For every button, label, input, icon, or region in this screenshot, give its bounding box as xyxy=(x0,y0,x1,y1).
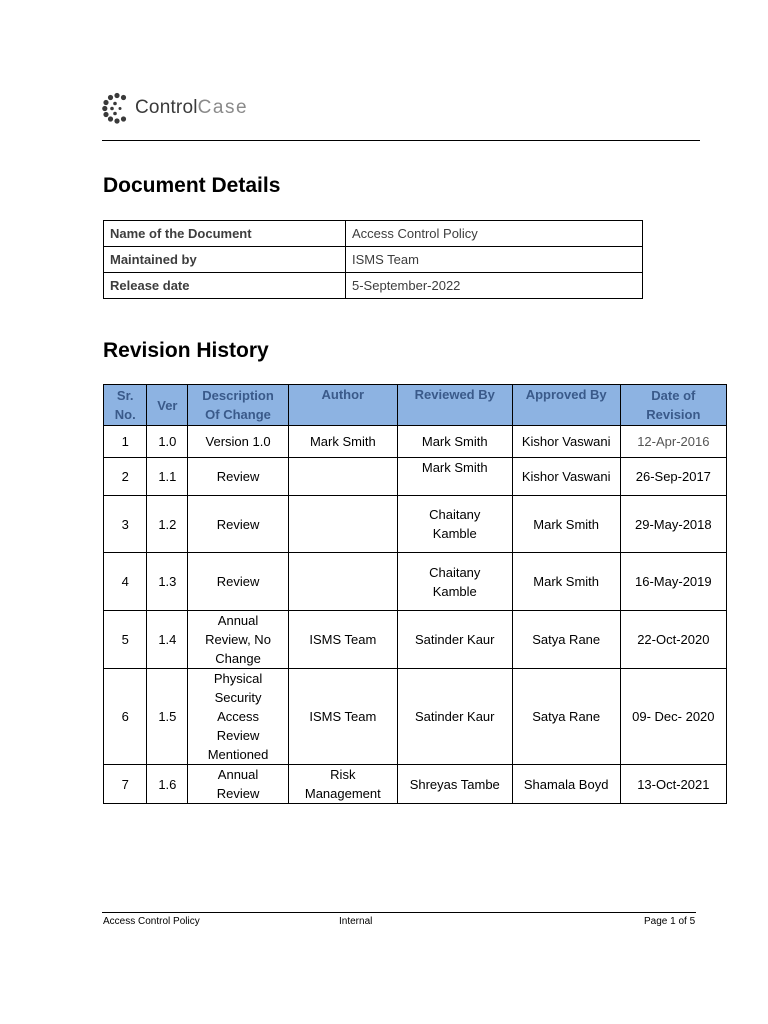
col-header-sr-no xyxy=(104,385,147,426)
cell-approved-by xyxy=(512,553,620,611)
cell-reviewed-by-line: Mark Smith xyxy=(421,460,488,475)
cell-reviewed-by-line: Chaitany xyxy=(429,507,481,522)
cell-description-line: Annual xyxy=(217,767,259,782)
cell-sr-no: 2 xyxy=(104,458,147,496)
cell-description-line: Review, No xyxy=(205,632,271,647)
cell-description xyxy=(188,669,289,765)
cell-description xyxy=(188,553,289,611)
col-header-date-line-1: Date of xyxy=(651,388,696,403)
header-divider xyxy=(102,140,700,141)
detail-value: Access Control Policy xyxy=(346,221,643,247)
table-row xyxy=(104,496,727,553)
document-details-row xyxy=(104,273,643,299)
detail-label: Maintained by xyxy=(104,247,346,273)
cell-sr-no: 5 xyxy=(104,611,147,669)
controlcase-logo-wordmark xyxy=(135,97,248,119)
cell-description xyxy=(188,426,289,458)
detail-value: 5-September-2022 xyxy=(346,273,643,299)
cell-approved-by-line: Kishor Vaswani xyxy=(521,469,611,484)
cell-description-line: Review xyxy=(216,728,260,743)
cell-description-line: Access xyxy=(217,709,259,724)
cell-author xyxy=(288,496,397,553)
detail-label: Name of the Document xyxy=(104,221,346,247)
col-header-desc-line-2: Of Change xyxy=(205,407,271,422)
cell-author-line: ISMS Team xyxy=(309,632,377,647)
cell-date-of-revision: 13-Oct-2021 xyxy=(620,765,726,804)
revision-history-body xyxy=(104,426,727,804)
document-details-heading: Document Details xyxy=(103,174,281,197)
col-header-sr-line-1: Sr. xyxy=(116,388,134,403)
controlcase-logo-icon xyxy=(102,92,132,124)
cell-date-of-revision: 26-Sep-2017 xyxy=(620,458,726,496)
document-details-row xyxy=(104,247,643,273)
cell-approved-by-line: Satya Rane xyxy=(532,632,601,647)
cell-approved-by xyxy=(512,611,620,669)
cell-version: 1.4 xyxy=(147,611,188,669)
revision-header-row xyxy=(104,385,727,426)
logo-word-control: Control xyxy=(135,97,198,118)
cell-reviewed-by xyxy=(397,496,512,553)
cell-sr-no: 7 xyxy=(104,765,147,804)
cell-reviewed-by xyxy=(397,669,512,765)
table-row xyxy=(104,669,727,765)
table-row xyxy=(104,765,727,804)
cell-approved-by xyxy=(512,669,620,765)
cell-reviewed-by-line: Kamble xyxy=(432,526,477,541)
cell-approved-by xyxy=(512,458,620,496)
cell-sr-no: 6 xyxy=(104,669,147,765)
col-header-sr-line-2: No. xyxy=(114,407,136,422)
footer-page-number: Page 1 of 5 xyxy=(644,916,696,927)
cell-description-line: Review xyxy=(216,516,260,532)
cell-date-of-revision: 29-May-2018 xyxy=(620,496,726,553)
cell-version: 1.2 xyxy=(147,496,188,553)
cell-reviewed-by-line: Satinder Kaur xyxy=(415,709,495,724)
cell-version: 1.6 xyxy=(147,765,188,804)
cell-author-line: ISMS Team xyxy=(309,709,377,724)
cell-date-of-revision: 09- Dec- 2020 xyxy=(620,669,726,765)
cell-version: 1.0 xyxy=(147,426,188,458)
cell-description-line: Physical xyxy=(213,671,263,686)
cell-reviewed-by xyxy=(397,611,512,669)
table-row xyxy=(104,611,727,669)
cell-description xyxy=(188,765,289,804)
cell-description-line: Security xyxy=(214,690,262,705)
cell-description-line: Version 1.0 xyxy=(205,434,271,449)
cell-reviewed-by-line: Mark Smith xyxy=(421,434,488,449)
cell-sr-no: 4 xyxy=(104,553,147,611)
logo-word-case: Case xyxy=(197,97,249,118)
col-header-ver: Ver xyxy=(147,385,188,426)
cell-description-line: Mentioned xyxy=(207,747,269,762)
document-details-row xyxy=(104,221,643,247)
col-header-author: Author xyxy=(288,385,397,426)
cell-author xyxy=(288,765,397,804)
cell-description xyxy=(188,496,289,553)
cell-author xyxy=(288,458,397,496)
cell-approved-by xyxy=(512,765,620,804)
cell-approved-by xyxy=(512,496,620,553)
cell-description xyxy=(188,611,289,669)
document-details-table xyxy=(103,220,643,299)
table-row xyxy=(104,426,727,458)
controlcase-logo xyxy=(102,92,248,124)
cell-approved-by-line: Mark Smith xyxy=(533,516,600,532)
cell-author-line: Mark Smith xyxy=(309,434,376,449)
cell-author-line: Management xyxy=(304,786,381,801)
detail-value: ISMS Team xyxy=(346,247,643,273)
cell-reviewed-by-line: Satinder Kaur xyxy=(415,632,495,647)
cell-reviewed-by-line: Kamble xyxy=(432,583,477,599)
cell-version: 1.1 xyxy=(147,458,188,496)
col-header-desc-line-1: Description xyxy=(202,388,274,403)
footer-classification: Internal xyxy=(339,916,373,927)
cell-author xyxy=(288,426,397,458)
revision-history-table xyxy=(103,384,727,804)
col-header-reviewed-by: Reviewed By xyxy=(397,385,512,426)
cell-reviewed-by xyxy=(397,553,512,611)
table-row xyxy=(104,553,727,611)
cell-reviewed-by-line: Shreyas Tambe xyxy=(409,776,500,792)
cell-author xyxy=(288,669,397,765)
footer-divider xyxy=(102,912,696,913)
cell-reviewed-by xyxy=(397,765,512,804)
cell-author xyxy=(288,553,397,611)
cell-reviewed-by xyxy=(397,458,512,496)
cell-sr-no: 3 xyxy=(104,496,147,553)
cell-date-of-revision: 16-May-2019 xyxy=(620,553,726,611)
cell-description-line: Review xyxy=(216,786,260,801)
cell-description-line: Annual xyxy=(217,613,259,628)
cell-approved-by-line: Shamala Boyd xyxy=(523,776,609,792)
col-header-date-of-revision xyxy=(620,385,726,426)
table-row xyxy=(104,458,727,496)
revision-history-heading: Revision History xyxy=(103,339,269,362)
cell-version: 1.3 xyxy=(147,553,188,611)
col-header-description xyxy=(188,385,289,426)
cell-reviewed-by xyxy=(397,426,512,458)
cell-approved-by-line: Kishor Vaswani xyxy=(521,434,611,449)
col-header-date-line-2: Revision xyxy=(646,407,701,422)
cell-description xyxy=(188,458,289,496)
cell-reviewed-by-line: Chaitany xyxy=(429,564,481,580)
cell-description-line: Review xyxy=(216,574,260,589)
detail-label: Release date xyxy=(104,273,346,299)
cell-approved-by-line: Satya Rane xyxy=(532,709,601,724)
cell-approved-by-line: Mark Smith xyxy=(533,574,600,589)
cell-author-line: Risk xyxy=(330,767,356,782)
cell-description-line: Review xyxy=(216,469,260,484)
document-details-body xyxy=(104,221,643,299)
col-header-approved-by: Approved By xyxy=(512,385,620,426)
cell-date-of-revision: 22-Oct-2020 xyxy=(620,611,726,669)
footer-document-name: Access Control Policy xyxy=(103,916,200,927)
cell-date-of-revision: 12-Apr-2016 xyxy=(620,426,726,458)
cell-approved-by xyxy=(512,426,620,458)
cell-description-line: Change xyxy=(215,651,261,666)
cell-sr-no: 1 xyxy=(104,426,147,458)
cell-version: 1.5 xyxy=(147,669,188,765)
cell-author xyxy=(288,611,397,669)
